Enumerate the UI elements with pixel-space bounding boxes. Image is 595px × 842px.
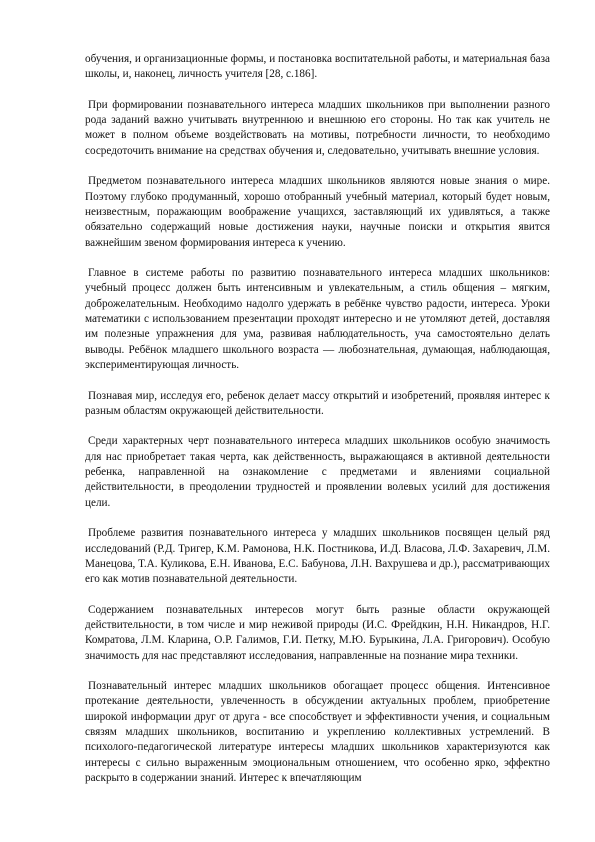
paragraph-1: обучения, и организационные формы, и постановка воспитательной работы, и материальная база школы, и, наконец, личность учителя [28, с.186]. [85, 53, 550, 81]
document-page [85, 52, 550, 802]
paragraph-9: Познавательный интерес младших школьников обогащает процесс общения. Интенсивное протекание деятельности, увлеченность в обсуждении актуальных проблем, приобретение широкой информации друг от друга - все способствует и эффективности учения, и социальным связям младших школьников, воспитанию и укреплению коллективных устремлений. В психолого-педагогической литературе интересы младших школьников характеризуются как интересы с сильно выраженным эмоциональным отношением, что особенно ярко, эффектно раскрыто в содержании знаний. Интерес к впечатляющим [85, 680, 550, 784]
paragraph-7: Проблеме развития познавательного интереса у младших школьников посвящен целый ряд исследований (Р.Д. Тригер, К.М. Рамонова, Н.К. Постникова, И.Д. Власова, Л.Ф. Захаревич, Л.М. Манецова, Т.А. Куликова, Е.Н. Иванова, Е.С. Бабунова, Л.Н. Вахрушева и др.), рассматривающих его как мотив познавательной деятельности. [85, 527, 550, 586]
paragraph-5: Познавая мир, исследуя его, ребенок делает массу открытий и изобретений, проявляя интерес к разным областям окружающей действительности. [85, 389, 550, 417]
paragraph-3: Предметом познавательного интереса младших школьников являются новые знания о мире. Поэтому глубоко продуманный, хорошо отобранный учебный материал, который будет новым, неизвестным, поражающим воображение учащихся, заставляющий их удивляться, а также обязательно содержащий новые достижения науки, научные поиски и открытия явится важнейшим звеном формирования интереса к учению. [85, 175, 550, 249]
paragraph-8: Содержанием познавательных интересов могут быть разные области окружающей действительности, в том числе и мир неживой природы (И.С. Фрейдкин, Н.Н. Никандров, Н.Г. Комратова, Л.М. Кларина, О.Р. Галимов, Г.И. Петку, М.Ю. Бурыкина, Л.А. Григорович). Особую значимость для нас представляют исследования, направленные на познание мира техники. [85, 603, 550, 662]
paragraph-6: Среди характерных черт познавательного интереса младших школьников особую значимость для нас приобретает такая черта, как действенность, выражающаяся в активной деятельности ребенка, направленной на ознакомление с предметами и явлениями социальной действительности, в преодолении трудностей и проявлении волевых усилий для достижения цели. [85, 435, 550, 509]
paragraph-2: При формировании познавательного интереса младших школьников при выполнении разного рода заданий важно учитывать внутреннюю и внешнюю его стороны. Но так как учитель не может в полном объеме воздействовать на мотивы, потребности личности, то необходимо сосредоточить внимание на средствах обучения и, следовательно, учитывать внешние условия. [85, 98, 550, 157]
paragraph-4: Главное в системе работы по развитию познавательного интереса младших школьников: учебный процесс должен быть интенсивным и увлекательным, а стиль общения – мягким, доброжелательным. Необходимо надолго удержать в ребёнке чувство радости, интереса. Уроки математики с использованием презентации проходят интересно и не утомляют детей, доставляя им полезные упражнения для ума, развивая наблюдательность, уча самостоятельно делать выводы. Ребёнок младшего школьного возраста — любознательная, думающая, наблюдающая, экспериментирующая личность. [85, 267, 550, 371]
